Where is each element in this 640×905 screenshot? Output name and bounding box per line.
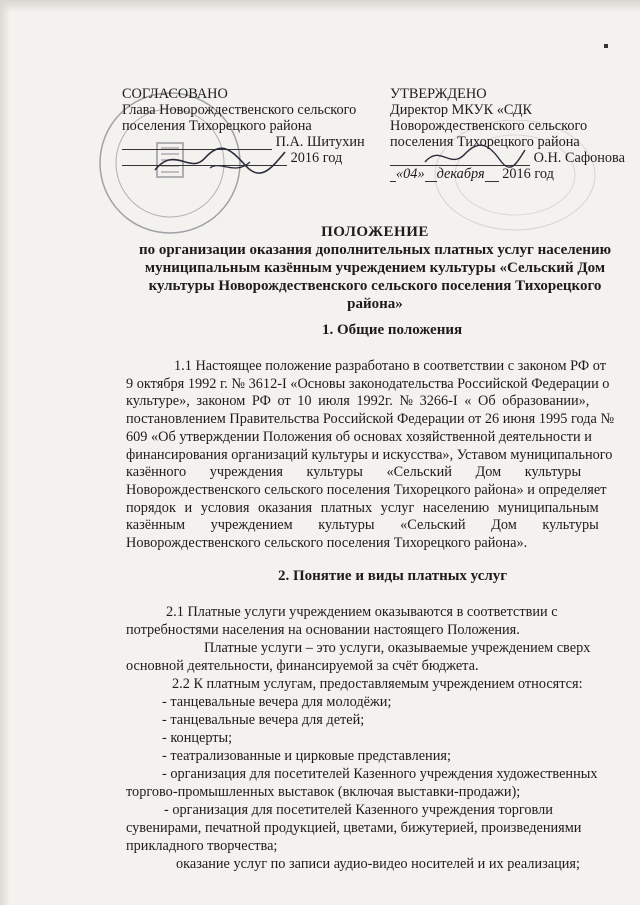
approval-right-settlement: Новорождественского сельского (390, 118, 588, 134)
document-title (110, 223, 640, 313)
approval-right-month: декабря (436, 166, 485, 182)
approval-right-name: О.Н. Сафонова (533, 150, 625, 166)
paragraph-line: Новорождественского сельского поселения Тихорецкого района». (126, 535, 528, 552)
approval-right-district: поселения Тихорецкого района (390, 134, 580, 150)
paragraph-line: 1.1 Настоящее положение разработано в соответствии с законом РФ от (174, 358, 606, 374)
paragraph-line: Новорождественского сельского поселения Тихорецкого района» и определяет (126, 481, 607, 498)
scan-speck (604, 44, 608, 48)
paragraph-1-1 (126, 358, 640, 553)
service-item-continuation: прикладного творчества; (126, 838, 278, 854)
approval-left-position: Глава Новорождественского сельского (122, 102, 357, 118)
scan-edge-top (0, 0, 640, 12)
service-item: - организация для посетителей Казенного учреждения торговли (164, 802, 553, 818)
paragraph-line: 9 октября 1992 г. № 3612-I «Основы законодательства Российской Федерации о (126, 375, 610, 392)
service-item: - концерты; (162, 730, 233, 746)
service-item: оказание услуг по записи аудио-видео носителей и их реализация; (176, 856, 580, 872)
signature-right (420, 140, 530, 172)
section-1-heading: 1. Общие положения (322, 322, 463, 338)
paragraph-2-1-line-1: 2.1 Платные услуги учреждением оказываются в соответствии с (166, 604, 558, 620)
approval-right-position: Директор МКУК «СДК (390, 102, 533, 118)
paragraph-line: постановлением Правительства Российской Федерации от 26 июня 1995 года № (126, 411, 615, 428)
title-line-3: культуры Новорождественского сельского поселения Тихорецкого (148, 278, 602, 294)
approval-right-day: «04» (396, 166, 425, 182)
service-item-continuation: сувенирами, печатной продукцией, цветами, бижутерией, произведениями (126, 820, 582, 836)
paragraph-line: финансирования организаций культуры и искусства», Уставом муниципального (126, 446, 613, 463)
paragraph-line: казённым учреждением культуры «Сельский Дом культуры (126, 517, 599, 534)
paragraph-line: порядок и условия оказания платных услуг населению муниципальным (126, 499, 599, 516)
title-line-4: района» (347, 296, 403, 312)
service-item: - танцевальные вечера для молодёжи; (162, 694, 392, 710)
paragraph-line: 609 «Об утверждении Положения об основах хозяйственной деятельности и (126, 428, 592, 445)
signature-left (150, 140, 290, 180)
paragraph-line: культуре», законом РФ от 10 июля 1992г. № 3266-I « Об образовании», (126, 393, 590, 410)
title-line-2: муниципальным казённым учреждением культуры «Сельский Дом (144, 260, 606, 276)
paragraph-2-1b-line-1: Платные услуги – это услуги, оказываемые учреждением сверх (204, 640, 591, 656)
section-2-heading: 2. Понятие и виды платных услуг (278, 568, 508, 584)
paragraph-2-1b-line-2: основной деятельности, финансируемой за счёт бюджета. (126, 658, 479, 674)
paragraph-2-2: 2.2 К платным услугам, предоставляемым учреждением относятся: (172, 676, 583, 692)
service-item: - организация для посетителей Казенного учреждения художественных (162, 766, 598, 782)
service-item: - танцевальные вечера для детей; (162, 712, 365, 728)
paragraph-line: казённого учреждения культуры «Сельский Дом культуры (126, 464, 582, 481)
approval-left-settlement: поселения Тихорецкого района (122, 118, 312, 134)
paragraph-2-1-line-2: потребностями населения на основании настоящего Положения. (126, 622, 520, 638)
title-line-1: по организации оказания дополнительных платных услуг населению (138, 242, 612, 258)
service-item-continuation: торгово-промышленных выставок (включая выставки-продажи); (126, 784, 521, 800)
approval-left-name: П.А. Шитухин (275, 134, 365, 150)
approval-left-year: 2016 год (290, 150, 343, 166)
approval-left-label: СОГЛАСОВАНО (122, 86, 228, 102)
scan-edge-left (0, 0, 10, 905)
service-item: - театрализованные и цирковые представления; (162, 748, 451, 764)
title-main: ПОЛОЖЕНИЕ (321, 224, 429, 240)
approval-right-label: УТВЕРЖДЕНО (390, 86, 487, 102)
approval-right-year: 2016 год (502, 166, 554, 182)
